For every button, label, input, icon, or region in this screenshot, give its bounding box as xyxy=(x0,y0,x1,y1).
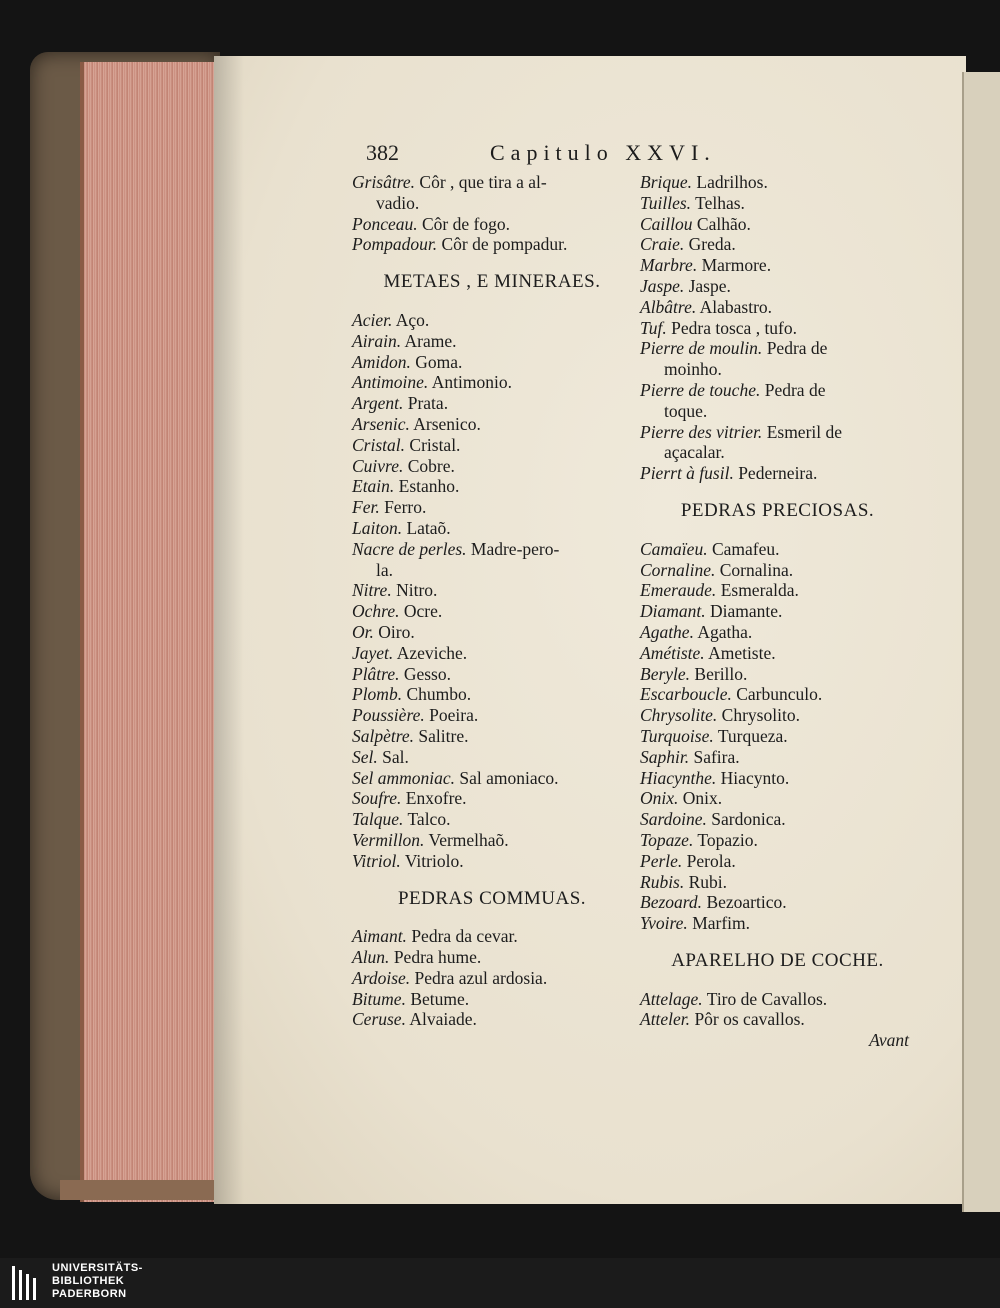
glossary-entry xyxy=(640,193,915,214)
french-term: Jayet. xyxy=(352,642,394,663)
french-term: Pierre des vitrier. xyxy=(640,421,763,442)
entry-continuation: toque. xyxy=(664,400,708,421)
french-term: Ponceau. xyxy=(352,213,418,234)
french-term: Plâtre. xyxy=(352,663,400,684)
glossary-entry xyxy=(640,463,915,484)
glossary-entry xyxy=(352,684,632,705)
glossary-entry xyxy=(640,664,915,685)
portuguese-term: Carbunculo. xyxy=(736,684,823,705)
glossary-entry xyxy=(640,1009,915,1030)
portuguese-term: Sal. xyxy=(382,746,409,767)
glossary-entry xyxy=(352,393,632,414)
french-term: Or. xyxy=(352,621,374,642)
page-edges-bottom xyxy=(60,1180,220,1200)
french-term: Turquoise. xyxy=(640,725,714,746)
french-term: Grisâtre. xyxy=(352,172,416,192)
french-term: Pierre de touche. xyxy=(640,379,761,400)
portuguese-term: Estanho. xyxy=(398,476,460,497)
french-term: Ochre. xyxy=(352,601,400,622)
library-name xyxy=(52,1262,143,1301)
french-term: Talque. xyxy=(352,809,404,830)
section-heading: APARELHO DE COCHE. xyxy=(671,949,884,971)
glossary-entry xyxy=(352,435,632,456)
portuguese-term: Côr de fogo. xyxy=(421,213,510,234)
glossary-entry xyxy=(640,913,915,934)
glossary-entry xyxy=(352,989,632,1010)
portuguese-term: Pedra hume. xyxy=(393,947,482,968)
glossary-entry xyxy=(640,234,915,255)
catchword: Avant xyxy=(869,1030,909,1051)
portuguese-term: Alvaiade. xyxy=(409,1009,477,1030)
french-term: Arsenic. xyxy=(352,413,410,434)
entry-continuation: moinho. xyxy=(664,359,722,380)
glossary-entry xyxy=(352,601,632,622)
glossary-entry xyxy=(640,539,915,560)
portuguese-term: Agatha. xyxy=(697,621,753,642)
portuguese-term: Topazio. xyxy=(697,829,758,850)
french-term: Albâtre. xyxy=(640,296,697,317)
portuguese-term: Berillo. xyxy=(694,663,748,684)
portuguese-term: Cornalina. xyxy=(719,559,794,580)
glossary-entry xyxy=(640,747,915,768)
french-term: Pierrt à fusil. xyxy=(640,463,734,484)
portuguese-term: Bezoartico. xyxy=(706,892,787,913)
french-term: Rubis. xyxy=(640,871,685,892)
portuguese-term: Pedra azul ardosia. xyxy=(414,967,548,988)
portuguese-term: Pedra de xyxy=(766,338,828,359)
facing-page-edge xyxy=(962,72,1000,1212)
french-term: Acier. xyxy=(352,309,393,330)
glossary-entry xyxy=(640,580,915,601)
portuguese-term: Tiro de Cavallos. xyxy=(706,988,828,1009)
french-term: Cuivre. xyxy=(352,455,404,476)
portuguese-term: Marfim. xyxy=(692,913,751,934)
french-term: Vermillon. xyxy=(352,829,425,850)
glossary-entry xyxy=(640,643,915,664)
portuguese-term: Cristal. xyxy=(409,434,461,455)
glossary-entry xyxy=(352,768,632,789)
glossary-entry xyxy=(352,539,632,581)
portuguese-term: Prata. xyxy=(407,393,449,414)
french-term: Pierre de moulin. xyxy=(640,338,763,359)
entry-continuation: vadio. xyxy=(376,192,420,213)
glossary-entry xyxy=(352,622,632,643)
portuguese-term: Poeira. xyxy=(429,705,479,726)
portuguese-term: Jaspe. xyxy=(688,275,731,296)
french-term: Chrysolite. xyxy=(640,705,718,726)
french-term: Airain. xyxy=(352,330,402,351)
glossary-entry xyxy=(352,518,632,539)
page-edges xyxy=(80,62,219,1202)
glossary-entry xyxy=(352,331,632,352)
portuguese-term: Arame. xyxy=(404,330,457,351)
glossary-entry xyxy=(352,947,632,968)
portuguese-term: Talco. xyxy=(407,809,451,830)
gutter-shadow xyxy=(214,56,244,1204)
french-term: Soufre. xyxy=(352,788,402,809)
french-term: Attelage. xyxy=(640,988,703,1009)
french-term: Alun. xyxy=(352,947,390,968)
glossary-entry xyxy=(352,372,632,393)
glossary-entry xyxy=(352,456,632,477)
glossary-entry xyxy=(352,172,632,214)
running-head: Capitulo XXVI. xyxy=(490,140,716,165)
portuguese-term: Cobre. xyxy=(407,455,455,476)
glossary-entry xyxy=(640,255,915,276)
french-term: Sel ammoniac. xyxy=(352,767,456,788)
glossary-entry xyxy=(352,414,632,435)
french-term: Amétiste. xyxy=(640,642,705,663)
glossary-entry xyxy=(352,788,632,809)
library-footer xyxy=(0,1258,1000,1308)
glossary-entry xyxy=(640,892,915,913)
portuguese-term: Perola. xyxy=(686,850,736,871)
glossary-entry xyxy=(352,851,632,872)
portuguese-term: Hiacynto. xyxy=(720,767,790,788)
french-term: Sel. xyxy=(352,746,378,767)
french-term: Amidon. xyxy=(352,351,411,372)
french-term: Atteler. xyxy=(640,1009,691,1030)
portuguese-term: Pôr os cavallos. xyxy=(694,1009,805,1030)
portuguese-term: Ocre. xyxy=(403,601,443,622)
right-column xyxy=(640,172,915,1051)
french-term: Vitriol. xyxy=(352,850,401,871)
portuguese-term: Enxofre. xyxy=(405,788,467,809)
french-term: Craie. xyxy=(640,234,685,255)
portuguese-term: Lataõ. xyxy=(406,517,451,538)
portuguese-term: Ametiste. xyxy=(708,642,776,663)
french-term: Fer. xyxy=(352,497,380,518)
french-term: Sardoine. xyxy=(640,809,707,830)
french-term: Perle. xyxy=(640,850,683,871)
glossary-entry xyxy=(640,830,915,851)
portuguese-term: Oiro. xyxy=(378,621,415,642)
glossary-entry xyxy=(640,422,915,464)
french-term: Hiacynthe. xyxy=(640,767,717,788)
portuguese-term: Arsenico. xyxy=(413,413,481,434)
portuguese-term: Pedra de xyxy=(764,379,826,400)
portuguese-term: Pederneira. xyxy=(738,463,818,484)
french-term: Ardoise. xyxy=(352,967,411,988)
portuguese-term: Antimonio. xyxy=(431,372,512,393)
portuguese-term: Camafeu. xyxy=(711,538,780,559)
french-term: Brique. xyxy=(640,172,693,192)
french-term: Plomb. xyxy=(352,684,403,705)
entry-continuation: la. xyxy=(376,559,394,580)
portuguese-term: Madre-pero- xyxy=(470,538,560,559)
glossary-entry xyxy=(352,968,632,989)
glossary-entry xyxy=(352,830,632,851)
glossary-entry xyxy=(640,684,915,705)
glossary-entry xyxy=(352,214,632,235)
portuguese-term: Diamante. xyxy=(710,601,783,622)
french-term: Saphir. xyxy=(640,746,690,767)
glossary-entry xyxy=(640,172,915,193)
french-term: Beryle. xyxy=(640,663,691,684)
portuguese-term: Esmeralda. xyxy=(720,580,799,601)
french-term: Onix. xyxy=(640,788,679,809)
glossary-entry xyxy=(640,601,915,622)
french-term: Nacre de perles. xyxy=(352,538,467,559)
glossary-entry xyxy=(352,926,632,947)
french-term: Laiton. xyxy=(352,517,403,538)
portuguese-term: Vitriolo. xyxy=(404,850,464,871)
portuguese-term: Chrysolito. xyxy=(721,705,800,726)
french-term: Bitume. xyxy=(352,988,406,1009)
glossary-entry xyxy=(640,872,915,893)
glossary-entry xyxy=(640,380,915,422)
portuguese-term: Gesso. xyxy=(403,663,451,684)
french-term: Ceruse. xyxy=(352,1009,406,1030)
portuguese-term: Ferro. xyxy=(384,497,427,518)
french-term: Argent. xyxy=(352,393,404,414)
section-heading: METAES , E MINERAES. xyxy=(383,271,601,293)
page-number: 382 xyxy=(366,140,399,165)
portuguese-term: Marmore. xyxy=(701,255,772,276)
french-term: Tuf. xyxy=(640,317,667,338)
french-term: Pompadour. xyxy=(352,234,438,255)
glossary-entry xyxy=(640,318,915,339)
french-term: Nitre. xyxy=(352,580,392,601)
portuguese-term: Azeviche. xyxy=(396,642,468,663)
glossary-entry xyxy=(352,476,632,497)
french-term: Aimant. xyxy=(352,926,407,947)
glossary-entry xyxy=(640,768,915,789)
portuguese-term: Pedra da cevar. xyxy=(411,926,518,947)
french-term: Poussière. xyxy=(352,705,425,726)
portuguese-term: Goma. xyxy=(415,351,463,372)
portuguese-term: Onix. xyxy=(682,788,723,809)
glossary-entry xyxy=(640,989,915,1010)
glossary-entry xyxy=(640,622,915,643)
glossary-entry xyxy=(640,276,915,297)
library-name-line3: PADERBORN xyxy=(52,1288,127,1300)
french-term: Caillou xyxy=(640,213,693,234)
portuguese-term: Aço. xyxy=(395,309,430,330)
french-term: Escarboucle. xyxy=(640,684,732,705)
french-term: Camaïeu. xyxy=(640,538,708,559)
portuguese-term: Ladrilhos. xyxy=(696,172,768,192)
french-term: Etain. xyxy=(352,476,395,497)
french-term: Salpètre. xyxy=(352,725,415,746)
french-term: Diamant. xyxy=(640,601,706,622)
glossary-entry xyxy=(640,851,915,872)
glossary-entry xyxy=(352,809,632,830)
left-column xyxy=(352,172,632,1030)
glossary-entry xyxy=(640,560,915,581)
portuguese-term: Turqueza. xyxy=(717,725,788,746)
glossary-entry xyxy=(352,643,632,664)
french-term: Agathe. xyxy=(640,621,694,642)
glossary-entry xyxy=(352,352,632,373)
portuguese-term: Nitro. xyxy=(396,580,438,601)
portuguese-term: Côr , que tira a al- xyxy=(419,172,547,192)
page-header xyxy=(360,140,780,170)
portuguese-term: Vermelhaõ. xyxy=(428,829,509,850)
glossary-entry xyxy=(352,580,632,601)
section-heading: PEDRAS COMMUAS. xyxy=(397,887,587,909)
portuguese-term: Safira. xyxy=(693,746,740,767)
portuguese-term: Côr de pompadur. xyxy=(441,234,568,255)
portuguese-term: Telhas. xyxy=(695,192,745,213)
french-term: Cornaline. xyxy=(640,559,716,580)
glossary-entry xyxy=(640,809,915,830)
glossary-entry xyxy=(640,338,915,380)
portuguese-term: Greda. xyxy=(688,234,736,255)
french-term: Bezoard. xyxy=(640,892,703,913)
portuguese-term: Sardonica. xyxy=(711,809,786,830)
glossary-entry xyxy=(640,297,915,318)
french-term: Jaspe. xyxy=(640,275,685,296)
glossary-entry xyxy=(352,726,632,747)
library-name-line1: UNIVERSITÄTS- xyxy=(52,1262,143,1274)
french-term: Yvoire. xyxy=(640,913,688,934)
french-term: Cristal. xyxy=(352,434,406,455)
glossary-entry xyxy=(352,664,632,685)
glossary-entry xyxy=(352,497,632,518)
entry-continuation: açacalar. xyxy=(664,442,725,463)
glossary-entry xyxy=(352,705,632,726)
french-term: Emeraude. xyxy=(640,580,717,601)
portuguese-term: Chumbo. xyxy=(406,684,472,705)
glossary-entry xyxy=(640,705,915,726)
section-heading: PEDRAS PRECIOSAS. xyxy=(680,499,875,521)
portuguese-term: Sal amoniaco. xyxy=(459,767,559,788)
portuguese-term: Esmeril de xyxy=(766,421,843,442)
portuguese-term: Rubi. xyxy=(688,871,728,892)
glossary-entry xyxy=(352,747,632,768)
portuguese-term: Salitre. xyxy=(418,725,469,746)
glossary-entry xyxy=(640,788,915,809)
portuguese-term: Alabastro. xyxy=(699,296,773,317)
french-term: Tuilles. xyxy=(640,192,692,213)
french-term: Topaze. xyxy=(640,829,694,850)
portuguese-term: Pedra tosca , tufo. xyxy=(671,317,798,338)
glossary-entry xyxy=(640,726,915,747)
glossary-entry xyxy=(352,310,632,331)
french-term: Antimoine. xyxy=(352,372,429,393)
glossary-entry xyxy=(352,1009,632,1030)
glossary-entry xyxy=(640,214,915,235)
portuguese-term: Betume. xyxy=(410,988,470,1009)
french-term: Marbre. xyxy=(640,255,698,276)
glossary-entry xyxy=(352,234,632,255)
library-logo-icon xyxy=(8,1264,44,1302)
portuguese-term: Calhão. xyxy=(696,213,751,234)
library-name-line2: BIBLIOTHEK xyxy=(52,1275,125,1287)
